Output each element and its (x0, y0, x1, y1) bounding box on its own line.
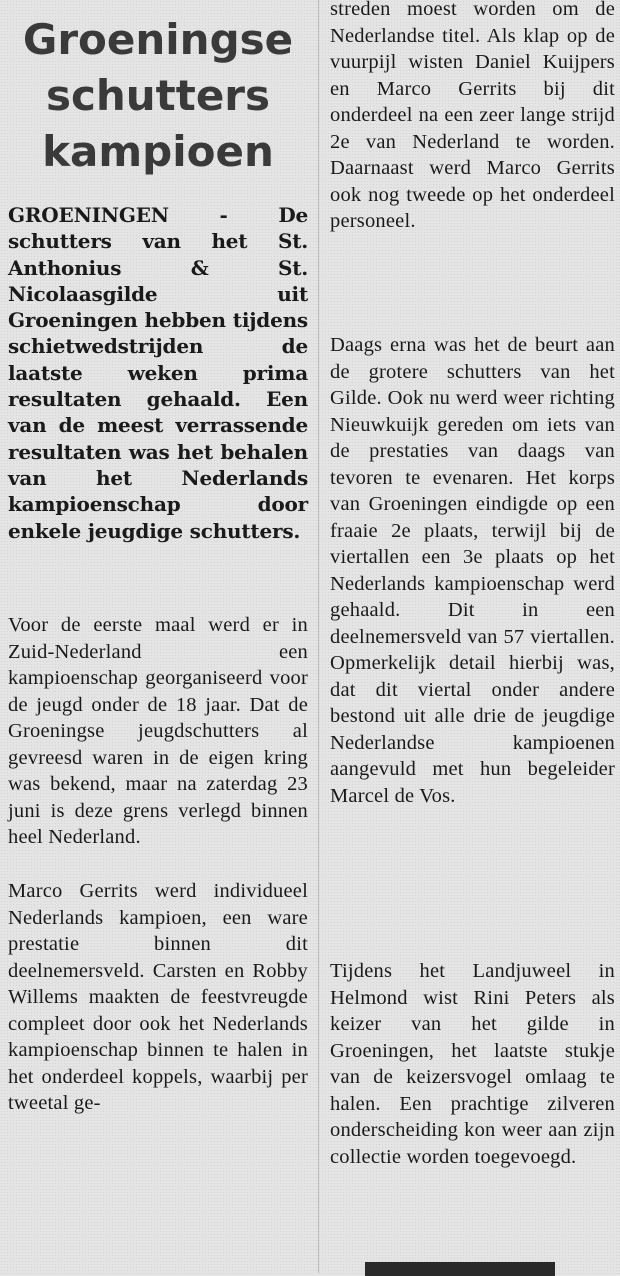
column-divider (318, 0, 319, 1273)
left-column (8, 0, 308, 1114)
body-paragraph: Voor de eerste maal werd er in Zuid-Nederland een kampioenschap georganiseerd voor de jeugd onder de 18 jaar. Dat de Groeningse jeugdschutters al gevreesd waren in de eigen kring was bekend, maar na zaterdag 23 juni is deze grens verlegd binnen heel Nederland. (8, 614, 308, 848)
body-paragraph: Marco Gerrits werd individueel Nederlands kampioen, een ware prestatie binnen dit deelnemersveld. Carsten en Robby Willems maakten de feestvreugde compleet door ook het Nederlands kampioenschap binnen te halen in het onderdeel koppels, waarbij per tweetal ge- (8, 880, 308, 1114)
body-paragraph: streden moest worden om de Nederlandse titel. Als klap op de vuurpijl wisten Daniel Kuijpers en Marco Gerrits bij dit onderdeel na een zeer lange strijd 2e van Nederland te worden. Daarnaast werd Marco Gerrits ook nog tweede op het onderdeel personeel. (330, 0, 615, 232)
body-paragraph: Tijdens het Landjuweel in Helmond wist Rini Peters als keizer van het gilde in Groeningen, het laatste stukje van de keizersvogel omlaag te halen. Een prachtige zilveren onderscheiding kon weer aan zijn collectie worden toegevoegd. (330, 960, 615, 1168)
article-headline (8, 12, 308, 180)
article-lead: GROENINGEN - De schutters van het St. Anthonius & St. Nicolaasgilde uit Groeningen hebben tijdens schietwedstrijden de laatste weken prima resultaten gehaald. Een van de meest verrassende resultaten was het behalen van het Nederlands kampioenschap door enkele jeugdige schutters. (8, 203, 308, 543)
headline-line: schutters (45, 71, 271, 120)
next-article-header-bar (365, 1262, 555, 1276)
body-paragraph: Daags erna was het de beurt aan de grotere schutters van het Gilde. Ook nu werd weer richting Nieuwkuijk gereden om iets van de prestaties van daags van tevoren te evenaren. Het korps van Groeningen eindigde op een fraaie 2e plaats, terwijl bij de viertallen een 3e plaats op het Nederlands kampioenschap werd gehaald. Dit in een deelnemersveld van 57 viertallen. Opmerkelijk detail hierbij was, dat dit viertal onder andere bestond uit alle drie de jeugdige Nederlandse kampioenen aangevuld met hun begeleider Marcel de Vos. (330, 334, 615, 807)
headline-line: Groeningse (22, 15, 294, 64)
headline-line: kampioen (42, 127, 274, 176)
